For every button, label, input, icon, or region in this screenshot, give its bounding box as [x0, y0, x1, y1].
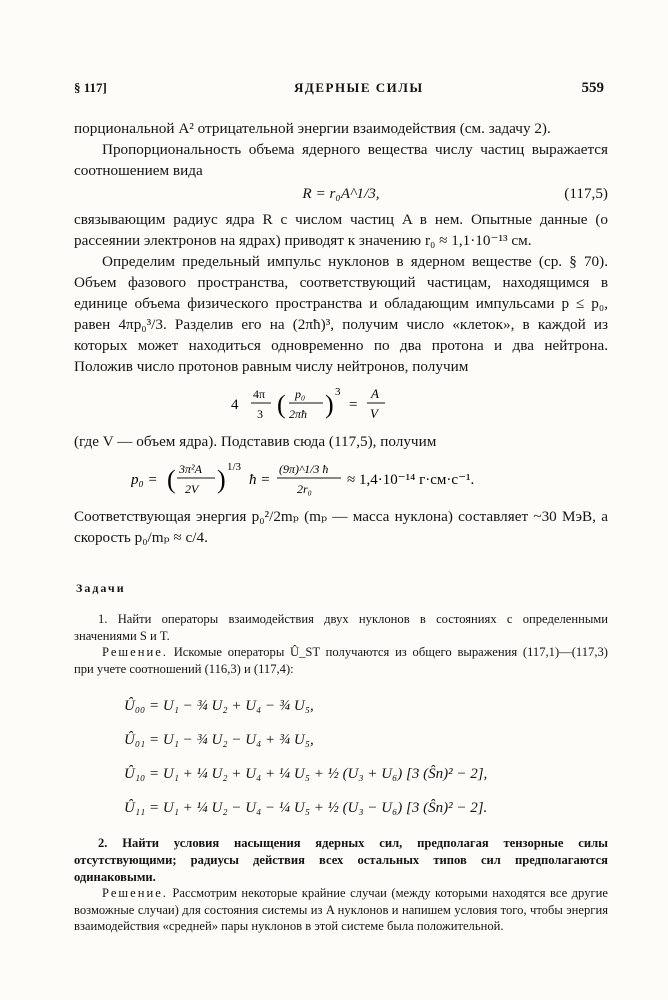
paragraph-2: Пропорциональность объема ядерного вещества числу частиц выражается соотношением вида [74, 141, 608, 179]
solution-1-label: Решение. [102, 645, 168, 660]
equation-body: R = r₀A^1/3, [302, 185, 380, 202]
op-rhs: = U₁ + ¼ U₂ − U₄ − ¼ U₅ + ½ (U₃ − U₆) [3 (Ŝn)² − 2]. [149, 800, 488, 817]
solution-2-label: Решение. [102, 886, 168, 901]
eq3-lparen: ( [167, 465, 176, 494]
paragraph-5: (где V — объем ядра). Подставив сюда (117,5), получим [74, 433, 437, 450]
operator-10 [124, 757, 608, 791]
eq2-rhs-num: A [371, 386, 379, 401]
paragraph-3: связывающим радиус ядра R с числом частиц A в нем. Опытные данные (о рассеянии электронов на ядрах) приводят к значению r₀ ≈ 1,1·10⁻¹³ см. [74, 211, 608, 249]
paragraph-4: Определим предельный импульс нуклонов в ядерном веществе (ср. § 70). Объем фазового пространства, соответствующий частицам, находящимся в единице объема физического пространства и обладающим импульсами p ≤ p₀, равен 4πp₀³/3. Разделив его на (2πħ)³, получим число «клеток», в каждой из которых может находиться одновременно по два протона и два нейтрона. Положив число протонов равным числу нейтронов, получим [74, 253, 608, 375]
solution-1-text: Искомые операторы Û_ST получаются из общего выражения (117,1)—(117,3) при учете соотношений (116,3) и (117,4): [74, 645, 608, 676]
eq3-exp: 1/3 [227, 461, 242, 473]
page-body [74, 118, 608, 935]
section-ref: § 117] [74, 80, 107, 95]
eq2-p-den: 2πħ [289, 407, 308, 421]
eq3-f2-num: (9π)^1/3 ħ [279, 462, 329, 476]
problem-2: 2. Найти условия насыщения ядерных сил, предполагая тензорные силы отсутствующими; радиусы действия всех остальных типов сил предполагаются одинаковыми. [74, 836, 608, 884]
solution-2 [74, 885, 608, 935]
paragraph-1: порциональной A² отрицательной энергии взаимодействия (см. задачу 2). [74, 120, 551, 137]
equation-117-5 [74, 183, 608, 207]
page-number: 559 [581, 80, 604, 96]
equation-p0 [131, 456, 551, 502]
op-lhs: Û₁₀ [124, 766, 146, 783]
op-rhs: = U₁ − ¾ U₂ + U₄ − ¾ U₅, [149, 698, 314, 715]
eq2-coef: 4 [231, 397, 239, 413]
eq3-f1-den: 2V [185, 482, 199, 496]
op-lhs: Û₀₀ [124, 698, 146, 715]
eq2-equals: = [349, 397, 358, 413]
op-lhs: Û₁₁ [124, 800, 146, 817]
eq2-rhs-den: V [370, 406, 378, 421]
problems-heading: Задачи [76, 581, 126, 595]
eq3-f2-den: 2r₀ [297, 482, 312, 496]
solution-2-text: Рассмотрим некоторые крайние случаи (между которыми находятся все другие возможные случаи) для состояния системы из A нуклонов и напишем условия того, чтобы энергия взаимодействия «средней» пары нуклонов в этой системе была положительной. [74, 886, 608, 934]
eq2-p-num: p₀ [295, 387, 306, 401]
eq2-f1-den: 3 [257, 407, 263, 421]
running-header [74, 80, 604, 100]
eq3-f1-num: 3π²A [179, 462, 202, 476]
problem-1: 1. Найти операторы взаимодействия двух нуклонов в состояниях с определенными значениями S и T. [74, 612, 608, 643]
operator-00 [124, 689, 608, 723]
op-rhs: = U₁ − ¾ U₂ − U₄ + ¾ U₅, [149, 732, 314, 749]
eq2-rparen: ) [325, 390, 334, 419]
equation-cells [221, 381, 461, 427]
eq3-rparen: ) [217, 465, 226, 494]
op-lhs: Û₀₁ [124, 732, 146, 749]
eq2-lparen: ( [277, 390, 286, 419]
operator-list [124, 689, 608, 825]
op-rhs: = U₁ + ¼ U₂ + U₄ + ¼ U₅ + ½ (U₃ + U₆) [3 (Ŝn)² − 2], [149, 766, 488, 783]
operator-11 [124, 791, 608, 825]
eq3-lhs: p₀ = [131, 472, 158, 488]
operator-01 [124, 723, 608, 757]
eq3-result: ≈ 1,4·10⁻¹⁴ г·см·с⁻¹. [347, 472, 475, 488]
running-title: ЯДЕРНЫЕ СИЛЫ [294, 80, 424, 95]
eq2-power: 3 [335, 386, 341, 398]
paragraph-6: Соответствующая энергия p₀²/2mₚ (mₚ — масса нуклона) составляет ~30 МэВ, а скорость p₀/mₚ ≈ c/4. [74, 508, 608, 546]
eq2-f1-num: 4π [253, 387, 266, 401]
equation-number: (117,5) [564, 185, 608, 202]
solution-1 [74, 644, 608, 677]
eq3-hbar: ħ = [249, 472, 271, 488]
